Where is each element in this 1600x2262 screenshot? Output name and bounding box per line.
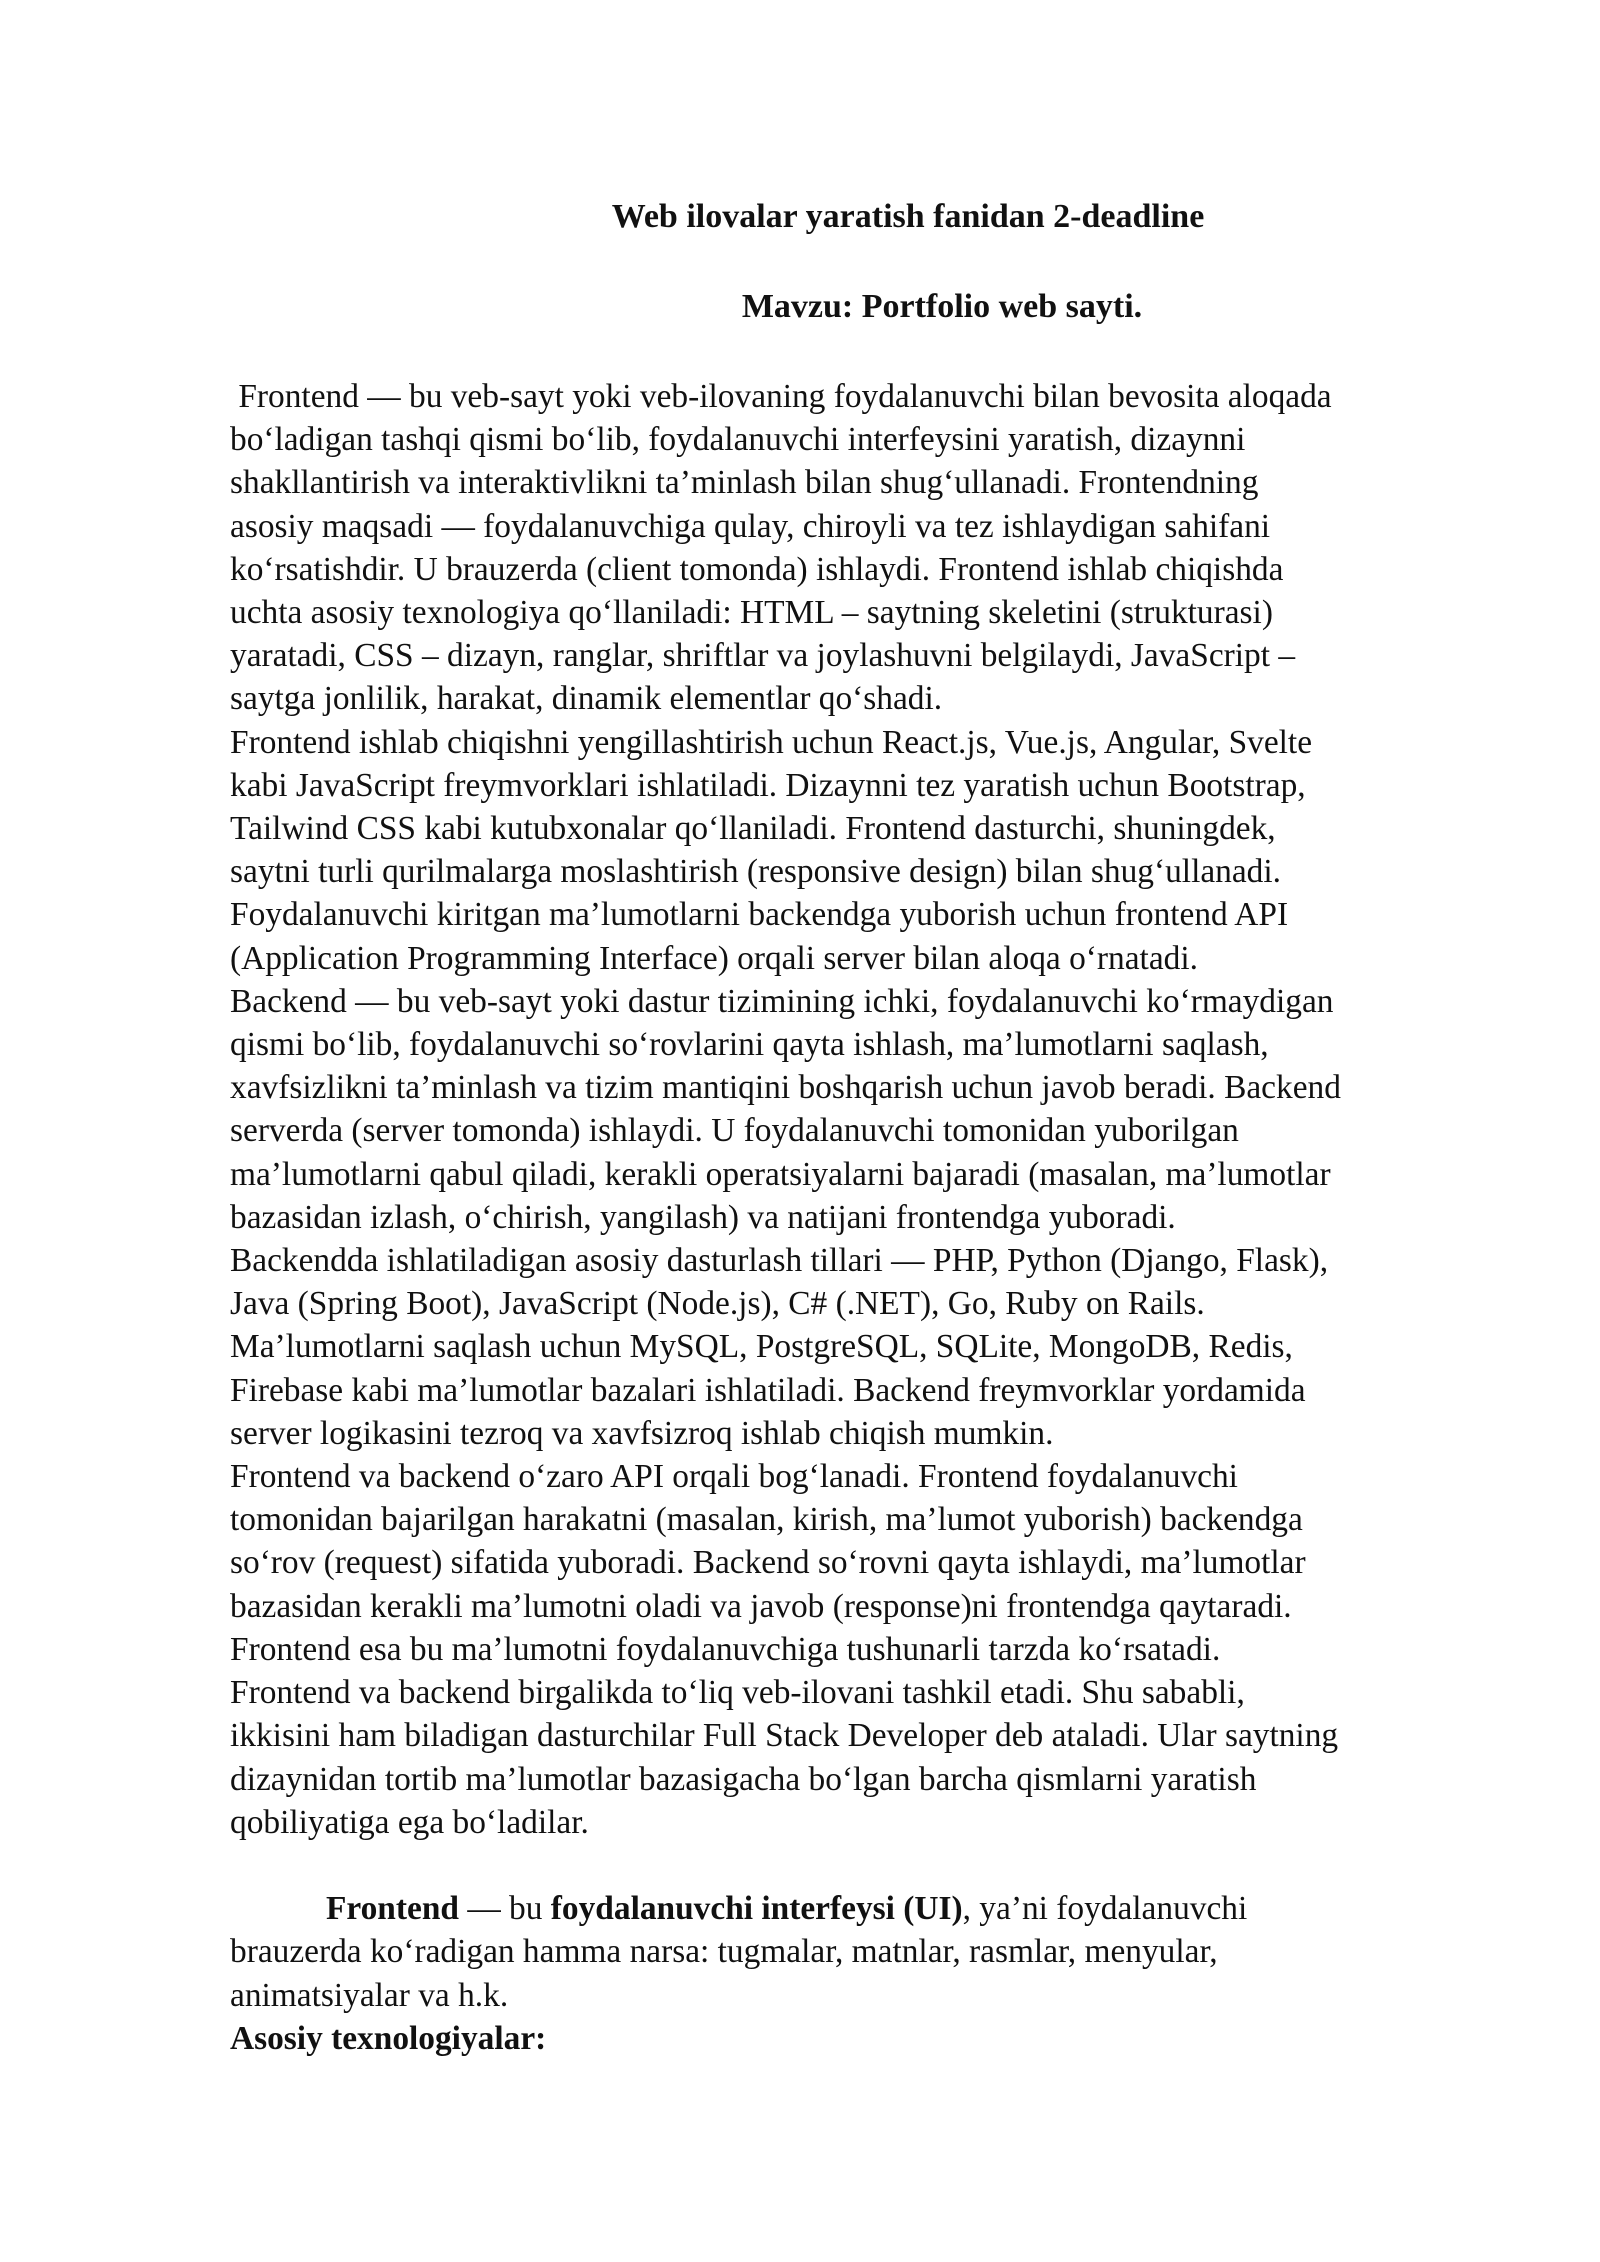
text-line: Tailwind CSS kabi kutubxonalar qo‘llaniladi. Frontend dasturchi, shuningdek,	[230, 810, 1276, 848]
ui-paragraph-line-2: brauzerda ko‘radigan hamma narsa: tugmalar, matnlar, rasmlar, menyular,	[230, 1933, 1218, 1971]
text-line: Ma’lumotlarni saqlash uchun MySQL, PostgreSQL, SQLite, MongoDB, Redis,	[230, 1328, 1293, 1366]
document-title: Web ilovalar yaratish fanidan 2-deadline	[611, 198, 1205, 235]
text-line: Backendda ishlatiladigan asosiy dasturlash tillari — PHP, Python (Django, Flask),	[230, 1242, 1329, 1280]
text-line: uchta asosiy texnologiya qo‘llaniladi: HTML – saytning skeletini (strukturasi)	[230, 594, 1273, 632]
text-line: bazasidan kerakli ma’lumotni oladi va javob (response)ni frontendga qaytaradi.	[230, 1587, 1292, 1625]
text-line: Frontend va backend birgalikda to‘liq veb-ilovani tashkil etadi. Shu sababli,	[230, 1674, 1245, 1712]
text-line: (Application Programming Interface) orqali server bilan aloqa o‘rnatadi.	[230, 939, 1198, 977]
ui-paragraph-rest: , ya’ni foydalanuvchi	[962, 1890, 1248, 1928]
text-line: saytni turli qurilmalarga moslashtirish (responsive design) bilan shug‘ullanadi.	[230, 853, 1282, 891]
text-line: bazasidan izlash, o‘chirish, yangilash) va natijani frontendga yuboradi.	[230, 1198, 1176, 1236]
text-line: ikkisini ham biladigan dasturchilar Full Stack Developer deb ataladi. Ular saytning	[230, 1717, 1339, 1755]
text-line: Firebase kabi ma’lumotlar bazalari ishlatiladi. Backend freymvorklar yordamida	[230, 1371, 1306, 1409]
dash-text: — bu	[458, 1890, 551, 1928]
text-line: qobiliyatiga ega bo‘ladilar.	[230, 1803, 589, 1841]
text-line: Frontend esa bu ma’lumotni foydalanuvchiga tushunarli tarzda ko‘rsatadi.	[230, 1630, 1221, 1668]
document-body	[230, 375, 1570, 2060]
text-line: yaratadi, CSS – dizayn, ranglar, shriftlar va joylashuvni belgilaydi, JavaScript –	[230, 637, 1296, 675]
text-line: Frontend ishlab chiqishni yengillashtirish uchun React.js, Vue.js, Angular, Svelte	[230, 723, 1313, 761]
text-line: server logikasini tezroq va xavfsizroq ishlab chiqish mumkin.	[230, 1414, 1054, 1452]
text-line: tomonidan bajarilgan harakatni (masalan, kirish, ma’lumot yuborish) backendga	[230, 1501, 1303, 1539]
text-line: shakllantirish va interaktivlikni ta’minlash bilan shug‘ullanadi. Frontendning	[230, 464, 1259, 502]
text-line: Frontend — bu veb-sayt yoki veb-ilovaning foydalanuvchi bilan bevosita aloqada	[230, 378, 1332, 415]
section-heading: Asosiy texnologiyalar:	[230, 2019, 547, 2057]
ui-paragraph-line-3: animatsiyalar va h.k.	[230, 1976, 509, 2014]
text-line: bo‘ladigan tashqi qismi bo‘lib, foydalanuvchi interfeysini yaratish, dizaynni	[230, 421, 1246, 459]
paragraph-gap	[230, 1844, 1570, 1887]
text-line: serverda (server tomonda) ishlaydi. U foydalanuvchi tomonidan yuborilgan	[230, 1112, 1239, 1150]
ui-paragraph-line-1	[230, 1887, 1570, 1930]
text-line: so‘rov (request) sifatida yuboradi. Backend so‘rovni qayta ishlaydi, ma’lumotlar	[230, 1544, 1306, 1582]
body-lines	[230, 375, 1570, 1844]
frontend-term: Frontend	[326, 1890, 459, 1928]
text-line: saytga jonlilik, harakat, dinamik elementlar qo‘shadi.	[230, 680, 943, 718]
text-line: ma’lumotlarni qabul qiladi, kerakli operatsiyalarni bajaradi (masalan, ma’lumotlar	[230, 1155, 1331, 1193]
text-line: kabi JavaScript freymvorklari ishlatiladi. Dizaynni tez yaratish uchun Bootstrap,	[230, 766, 1306, 804]
text-line: Java (Spring Boot), JavaScript (Node.js), C# (.NET), Go, Ruby on Rails.	[230, 1285, 1205, 1323]
text-line: xavfsizlikni ta’minlash va tizim mantiqini boshqarish uchun javob beradi. Backend	[230, 1069, 1341, 1107]
text-line: Backend — bu veb-sayt yoki dastur tizimining ichki, foydalanuvchi ko‘rmaydigan	[230, 982, 1334, 1020]
text-line: asosiy maqsadi — foydalanuvchiga qulay, chiroyli va tez ishlaydigan sahifani	[230, 507, 1271, 545]
text-line: Foydalanuvchi kiritgan ma’lumotlarni backendga yuborish uchun frontend API	[230, 896, 1289, 934]
text-line: qismi bo‘lib, foydalanuvchi so‘rovlarini qayta ishlash, ma’lumotlarni saqlash,	[230, 1026, 1269, 1064]
text-line: dizaynidan tortib ma’lumotlar bazasigacha bo‘lgan barcha qismlarni yaratish	[230, 1760, 1257, 1798]
ui-definition: foydalanuvchi interfeysi (UI)	[550, 1890, 963, 1928]
document-subtitle: Mavzu: Portfolio web sayti.	[741, 288, 1143, 325]
text-line: Frontend va backend o‘zaro API orqali bog‘lanadi. Frontend foydalanuvchi	[230, 1458, 1238, 1496]
text-line: ko‘rsatishdir. U brauzerda (client tomonda) ishlaydi. Frontend ishlab chiqishda	[230, 550, 1284, 588]
